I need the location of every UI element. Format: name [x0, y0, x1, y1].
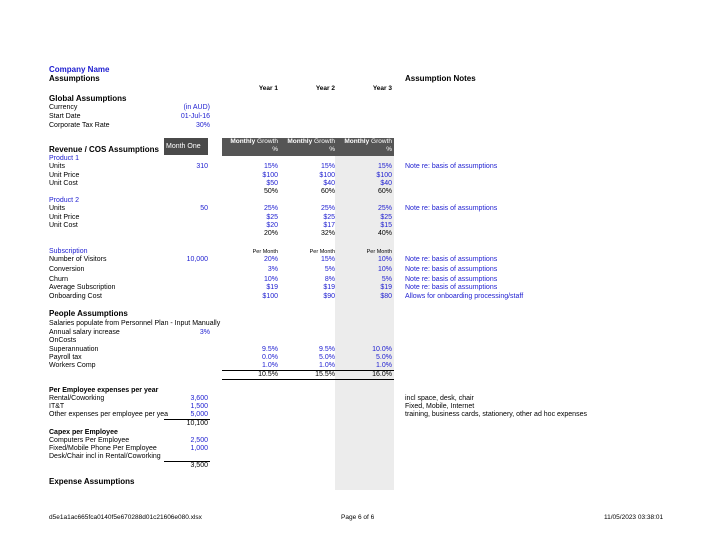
itt-note: Fixed, Mobile, Internet	[405, 403, 475, 410]
itt-label: IT&T	[49, 403, 65, 410]
super-y3[interactable]: 10.0%	[372, 346, 392, 353]
p1-margin-y2: 60%	[320, 188, 335, 195]
sub-row-2-label: Churn	[49, 276, 69, 283]
sub-row-1-y2[interactable]: 5%	[324, 266, 335, 273]
computers-label: Computers Per Employee	[49, 437, 130, 444]
rental-note: incl space, desk, chair	[405, 395, 474, 402]
tax-rate-label: Corporate Tax Rate	[49, 122, 110, 129]
p1-margin-y1: 50%	[263, 188, 278, 195]
sub-row-0-label: Number of Visitors	[49, 256, 107, 263]
p1-price-y3[interactable]: $100	[376, 172, 392, 179]
revenue-heading: Revenue / COS Assumptions	[49, 145, 159, 154]
subscription-name: Subscription	[49, 248, 88, 255]
oncosts-total-underline	[222, 379, 394, 380]
desk-label: Desk/Chair incl in Rental/Coworking	[49, 453, 161, 460]
sub-row-3-y2[interactable]: $19	[323, 284, 335, 291]
p2-cost-y1[interactable]: $20	[266, 222, 278, 229]
other-expenses-note: training, business cards, stationery, other ad hoc expenses	[405, 411, 587, 418]
p1-cost-y2[interactable]: $40	[323, 180, 335, 187]
start-date-value[interactable]: 01-Jul-16	[180, 113, 210, 120]
rental-label: Rental/Coworking	[49, 395, 105, 402]
oncosts-label: OnCosts	[49, 337, 77, 344]
p2-margin-y2: 32%	[320, 230, 335, 237]
sub-row-3-note: Note re: basis of assumptions	[405, 284, 498, 291]
p1-price-y1[interactable]: $100	[262, 172, 278, 179]
oncosts-total-y3: 16.0%	[372, 371, 392, 378]
sub-row-2-note: Note re: basis of assumptions	[405, 276, 498, 283]
p2-growth-y1[interactable]: 25%	[263, 205, 278, 212]
capex-heading: Capex per Employee	[49, 429, 118, 436]
sub-row-4-y3[interactable]: $80	[380, 293, 392, 300]
p1-cost-y3[interactable]: $40	[380, 180, 392, 187]
payroll-y1[interactable]: 0.0%	[262, 354, 278, 361]
p2-units-value[interactable]: 50	[200, 205, 208, 212]
p1-cost-label: Unit Cost	[49, 180, 78, 187]
p2-price-y1[interactable]: $25	[266, 214, 278, 221]
growth-header-y2: Monthly Growth %	[280, 138, 337, 156]
currency-value[interactable]: (in AUD)	[183, 104, 210, 111]
growth-header-y3: Monthly Growth %	[337, 138, 394, 156]
phone-label: Fixed/Mobile Phone Per Employee	[49, 445, 157, 452]
phone-value[interactable]: 1,000	[190, 445, 208, 452]
rental-value[interactable]: 3,600	[190, 395, 208, 402]
p1-units-label: Units	[49, 163, 65, 170]
sub-row-2-y3[interactable]: 5%	[381, 276, 392, 283]
oncosts-total-y1: 10.5%	[258, 371, 278, 378]
sub-row-4-y2[interactable]: $90	[323, 293, 335, 300]
p2-price-y2[interactable]: $25	[323, 214, 335, 221]
computers-value[interactable]: 2,500	[190, 437, 208, 444]
product2-name: Product 2	[49, 197, 79, 204]
page-title: Assumptions	[49, 74, 100, 83]
payroll-y3[interactable]: 5.0%	[376, 354, 392, 361]
sub-row-4-y1[interactable]: $100	[262, 293, 278, 300]
p2-units-label: Units	[49, 205, 65, 212]
super-y1[interactable]: 9.5%	[262, 346, 278, 353]
p2-cost-label: Unit Cost	[49, 222, 78, 229]
tax-rate-value[interactable]: 30%	[195, 122, 210, 129]
company-name: Company Name	[49, 65, 110, 74]
super-y2[interactable]: 9.5%	[319, 346, 335, 353]
sub-row-1-note: Note re: basis of assumptions	[405, 266, 498, 273]
expense-heading: Expense Assumptions	[49, 477, 135, 486]
sub-row-1-label: Conversion	[49, 266, 85, 273]
workers-comp-label: Workers Comp	[49, 362, 96, 369]
annual-increase-label: Annual salary increase	[49, 329, 120, 336]
sub-row-0-y2[interactable]: 15%	[320, 256, 335, 263]
sub-row-3-label: Average Subscription	[49, 284, 116, 291]
capex-total: 3,500	[190, 462, 208, 469]
growth-header-y1: Monthly Growth %	[222, 138, 280, 156]
footer-datetime: 11/05/2023 03:38:01	[604, 514, 664, 521]
sub-row-4-note: Allows for onboarding processing/staff	[405, 293, 524, 300]
sub-row-2-y1[interactable]: 10%	[263, 276, 278, 283]
sub-row-4-label: Onboarding Cost	[49, 293, 102, 300]
workers-comp-y3[interactable]: 1.0%	[376, 362, 392, 369]
payroll-y2[interactable]: 5.0%	[319, 354, 335, 361]
p2-note: Note re: basis of assumptions	[405, 205, 498, 212]
p1-growth-y3[interactable]: 15%	[377, 163, 392, 170]
oncosts-total-y2: 15.5%	[315, 371, 335, 378]
p2-price-y3[interactable]: $25	[380, 214, 392, 221]
sub-row-0-y3[interactable]: 10%	[377, 256, 392, 263]
p1-margin-y3: 60%	[377, 188, 392, 195]
year-2-header: Year 2	[315, 85, 335, 92]
sub-row-0-y1[interactable]: 20%	[263, 256, 278, 263]
per-employee-heading: Per Employee expenses per year	[49, 387, 159, 394]
annual-increase-value[interactable]: 3%	[199, 329, 210, 336]
workers-comp-y2[interactable]: 1.0%	[319, 362, 335, 369]
p1-price-y2[interactable]: $100	[319, 172, 335, 179]
p2-cost-y3[interactable]: $15	[380, 222, 392, 229]
currency-label: Currency	[49, 104, 78, 111]
sub-row-2-y2[interactable]: 8%	[324, 276, 335, 283]
people-heading: People Assumptions	[49, 309, 128, 318]
global-heading: Global Assumptions	[49, 94, 127, 103]
p1-growth-y2[interactable]: 15%	[320, 163, 335, 170]
other-expenses-value[interactable]: 5,000	[190, 411, 208, 418]
year-1-header: Year 1	[258, 85, 278, 92]
p1-price-label: Unit Price	[49, 172, 80, 179]
footer-page: Page 6 of 6	[341, 514, 375, 521]
p2-margin-y3: 40%	[377, 230, 392, 237]
sub-row-3-y1[interactable]: $19	[266, 284, 278, 291]
sub-row-0-value[interactable]: 10,000	[186, 256, 208, 263]
payroll-label: Payroll tax	[49, 354, 82, 361]
per-employee-total: 10,100	[186, 420, 208, 427]
sub-row-1-y1[interactable]: 3%	[267, 266, 278, 273]
itt-value[interactable]: 1,500	[190, 403, 208, 410]
p1-units-value[interactable]: 310	[196, 163, 208, 170]
month-one-header: Month One	[164, 138, 208, 155]
start-date-label: Start Date	[49, 113, 81, 120]
notes-title: Assumption Notes	[405, 74, 476, 83]
super-label: Superannuation	[49, 346, 99, 353]
per-month-y1: Per Month	[252, 249, 278, 255]
p2-growth-y3[interactable]: 25%	[377, 205, 392, 212]
p2-margin-y1: 20%	[263, 230, 278, 237]
per-month-y3: Per Month	[366, 249, 392, 255]
per-month-y2: Per Month	[309, 249, 335, 255]
sub-row-3-y3[interactable]: $19	[380, 284, 392, 291]
sub-row-0-note: Note re: basis of assumptions	[405, 256, 498, 263]
p1-note: Note re: basis of assumptions	[405, 163, 498, 170]
p2-price-label: Unit Price	[49, 214, 80, 221]
p2-growth-y2[interactable]: 25%	[320, 205, 335, 212]
year-3-header: Year 3	[372, 85, 392, 92]
p1-cost-y1[interactable]: $50	[266, 180, 278, 187]
other-expenses-label: Other expenses per employee per yea	[49, 411, 169, 418]
workers-comp-y1[interactable]: 1.0%	[262, 362, 278, 369]
p2-cost-y2[interactable]: $17	[323, 222, 335, 229]
footer-filename: d5e1a1ac665fca0140f5e670288d01c21606e080.xlsx	[49, 514, 202, 521]
product1-name: Product 1	[49, 155, 79, 162]
sub-row-1-y3[interactable]: 10%	[377, 266, 392, 273]
p1-growth-y1[interactable]: 15%	[263, 163, 278, 170]
salaries-note: Salaries populate from Personnel Plan - Input Manually	[49, 320, 221, 327]
